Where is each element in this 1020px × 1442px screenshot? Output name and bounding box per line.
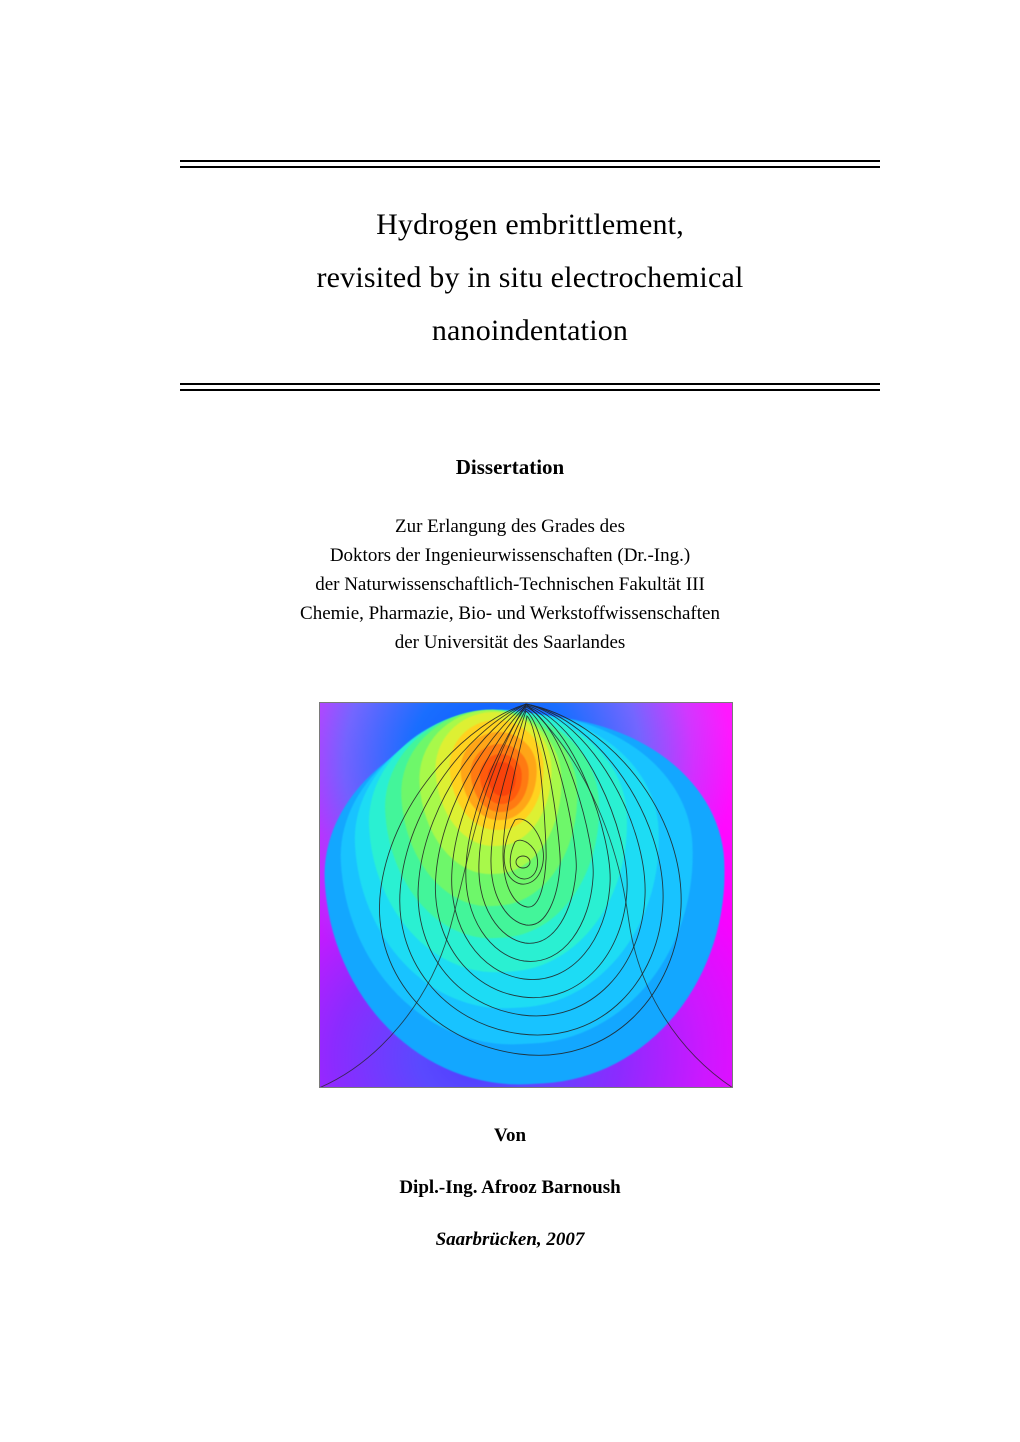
author-place-year: Saarbrücken, 2007 xyxy=(435,1229,585,1250)
author-block xyxy=(0,1125,1020,1251)
title-line-1: Hydrogen embrittlement, xyxy=(376,208,684,241)
title-block xyxy=(180,160,880,391)
title-rule-bottom xyxy=(180,383,880,391)
page-title xyxy=(180,168,880,383)
author-name: Dipl.-Ing. Afrooz Barnoush xyxy=(399,1177,621,1198)
degree-line-2: Doktors der Ingenieurwissenschaften (Dr.-Ing.) xyxy=(329,545,691,566)
degree-line-3: der Naturwissenschaftlich-Technischen Fakultät III xyxy=(315,574,705,595)
contour-plot-figure xyxy=(319,702,733,1088)
title-line-3: nanoindentation xyxy=(431,314,629,347)
degree-line-4: Chemie, Pharmazie, Bio- und Werkstoffwissenschaften xyxy=(300,603,720,624)
title-rule-top xyxy=(180,160,880,168)
contour-lines xyxy=(319,702,733,1088)
author-by-label: Von xyxy=(493,1125,527,1146)
title-line-2: revisited by in situ electrochemical xyxy=(316,261,744,294)
degree-line-1: Zur Erlangung des Grades des xyxy=(394,516,626,537)
degree-statement xyxy=(0,512,1020,657)
cover-figure xyxy=(319,702,733,1088)
degree-line-5: der Universität des Saarlandes xyxy=(394,632,626,653)
document-type-heading: Dissertation xyxy=(455,455,565,479)
